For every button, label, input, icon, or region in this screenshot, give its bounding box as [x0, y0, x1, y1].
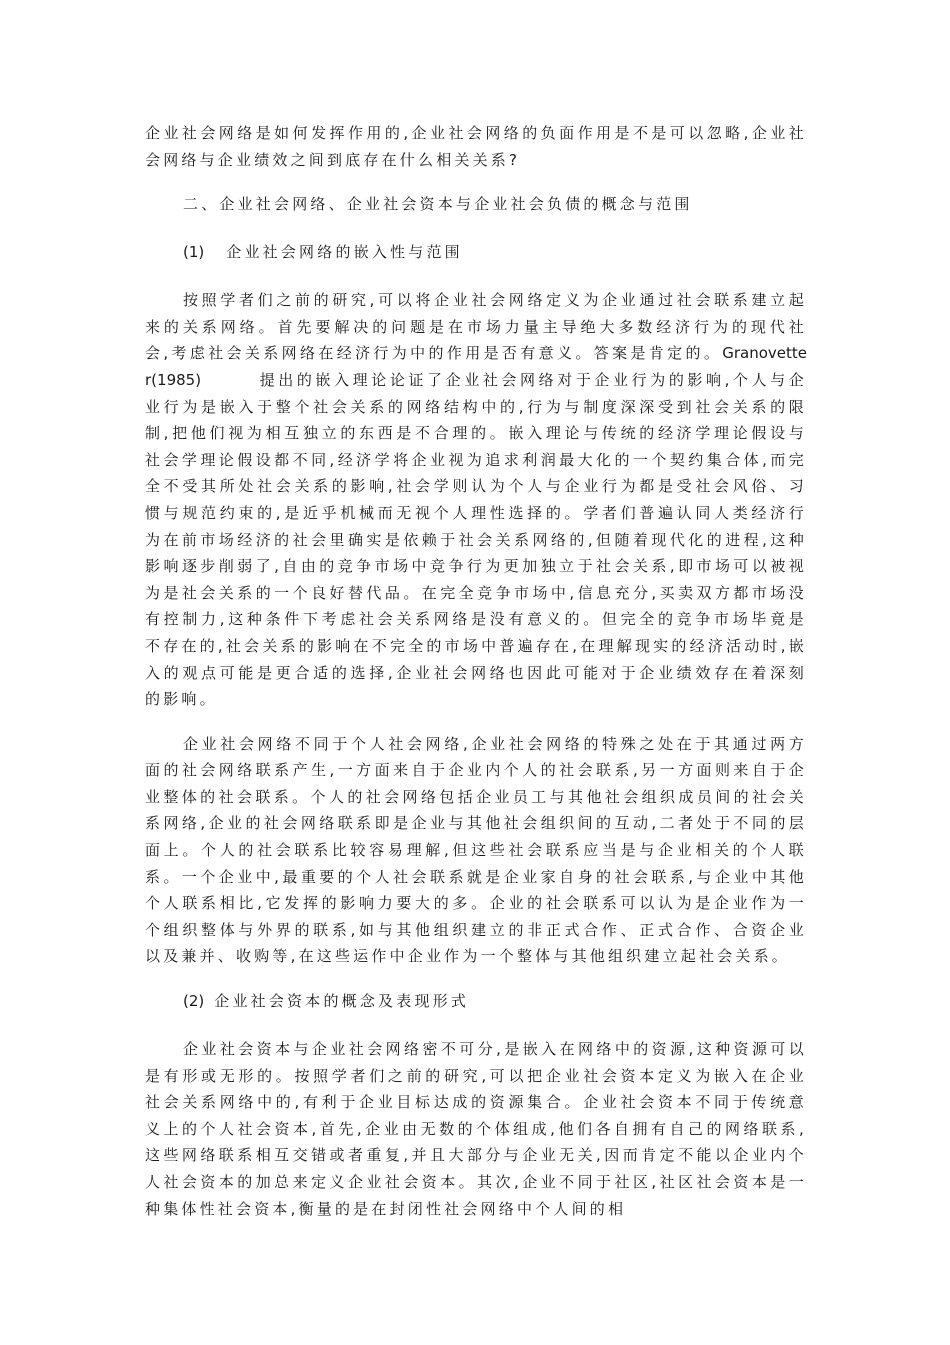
subsection-heading-2 — [145, 988, 807, 1014]
section-heading: 二、企业社会网络、企业社会资本与企业社会负债的概念与范围 — [183, 195, 693, 214]
subsection-number: (2) — [183, 992, 205, 1011]
subsection-title: 企业社会网络的嵌入性与范围 — [226, 243, 463, 262]
body-paragraph-2: 企业社会网络不同于个人社会网络,企业社会网络的特殊之处在于其通过两方面的社会网络联系产生,一方面来自于企业内个人的社会联系,另一方面则来自于企业整体的社会联系。个人的社会网络包括企业员工与其他社会组织成员间的社会关系网络,企业的社会网络联系即是企业与其他社会组织间的互动,二者处于不同的层面上。个人的社会联系比较容易理解,但这些社会联系应当是与企业相关的个人联系。一个企业中,最重要的个人社会联系就是企业家自身的社会联系,与企业中其他个人联系相比,它发挥的影响力要大的多。企业的社会联系可以认为是企业作为一个组织整体与外界的联系,如与其他组织建立的非正式合作、正式合作、合资企业以及兼并、收购等,在这些运作中企业作为一个整体与其他组织建立起社会关系。 — [145, 734, 807, 966]
subsection-title: 企业社会资本的概念及表现形式 — [214, 992, 470, 1011]
body-paragraph-3: 企业社会资本与企业社会网络密不可分,是嵌入在网络中的资源,这种资源可以是有形或无形的。按照学者们之前的研究,可以把企业社会资本定义为嵌入在企业社会关系网络中的,有利于企业目标达成的资源集合。企业社会资本不同于传统意义上的个人社会资本,首先,企业由无数的个体组成,他们各自拥有自己的网络联系,这些网络联系相互交错或者重复,并且大部分与企业无关,因而肯定不能以企业内个人社会资本的加总来定义企业社会资本。其次,企业不同于社区,社区社会资本是一种集体性社会资本,衡量的是在封闭性社会网络中个人间的相 — [145, 1040, 807, 1218]
paragraph-text: 按照学者们之前的研究,可以将企业社会网络定义为企业通过社会联系建立起来的关系网络。首先要解决的问题是在市场力量主导绝大多数经济行为的现代社会,考虑社会关系网络在经济行为中的作用是否有意义。答案是肯定的。 — [145, 291, 807, 363]
document-page — [145, 120, 807, 1222]
subsection-heading-1 — [145, 239, 807, 265]
paragraph-text: 提出的嵌入理论论证了企业社会网络对于企业行为的影响,个人与企业行为是嵌入于整个社会关系的网络结构中的,行为与制度深深受到社会关系的限制,把他们视为相互独立的东西是不合理的。嵌入理论与传统的经济学理论假设与社会学理论假设都不同,经济学将企业视为追求利润最大化的一个契约集合体,而完全不受其所处社会关系的影响,社会学则认为个人与企业行为都是受社会风俗、习惯与规范约束的,是近乎机械而无视个人理性选择的。学者们普遍认同人类经济行为在前市场经济的社会里确实是依赖于社会关系网络的,但随着现代化的进程,这种影响逐步削弱了,自由的竞争市场中竞争行为更加独立于社会关系,即市场可以被视为是社会关系的一个良好替代品。在完全竞争市场中,信息充分,买卖双方都市场没有控制力,这种条件下考虑社会关系网络是没有意义的。但完全的竞争市场毕竟是不存在的,社会关系的影响在不完全的市场中普遍存在,在理解现实的经济活动时,嵌入的观点可能是更合适的选择,企业社会网络也因此可能对于企业绩效存在着深刻的影响。 — [145, 370, 807, 709]
intro-paragraph: 企业社会网络是如何发挥作用的,企业社会网络的负面作用是不是可以忽略,企业社会网络与企业绩效之间到底存在什么相关关系? — [145, 124, 807, 169]
author-citation: Granovetter(1985) — [145, 344, 807, 389]
subsection-number: (1) — [183, 243, 205, 262]
body-paragraph-1 — [145, 287, 807, 713]
